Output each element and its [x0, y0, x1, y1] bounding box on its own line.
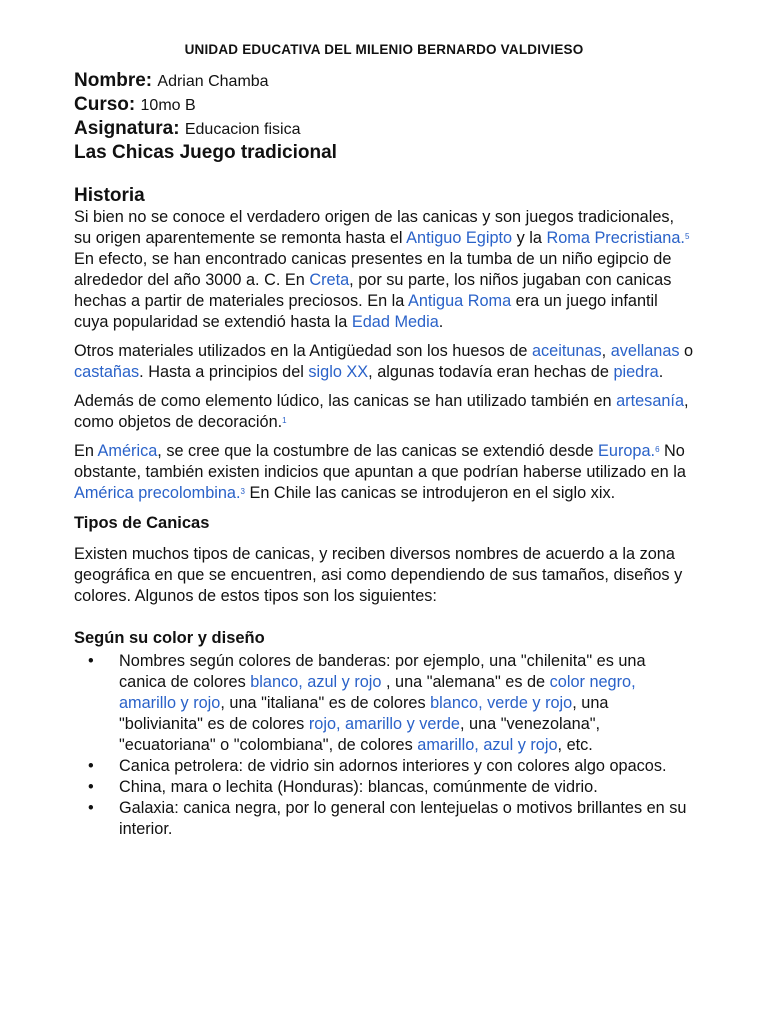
bullet-icon: •	[88, 778, 94, 796]
asignatura-label: Asignatura:	[74, 118, 180, 139]
student-info	[74, 69, 337, 165]
historia-heading: Historia	[74, 185, 145, 206]
text-span: Nombres según colores de banderas: por ejemplo, una "chilenita" es una canica de colores	[119, 652, 646, 691]
link-piedra[interactable]: piedra	[613, 363, 659, 381]
link-america-precolombina[interactable]: América precolombina.	[74, 484, 241, 502]
text-span: , una "venezolana", "ecuatoriana" o "colombiana", de colores	[119, 715, 601, 754]
text-span: , una "bolivianita" es de colores	[119, 694, 609, 733]
link-aceitunas[interactable]: aceitunas	[531, 342, 602, 360]
text-span: ,	[601, 342, 611, 360]
link-europa[interactable]: Europa.	[598, 442, 656, 460]
link-antigua-roma[interactable]: Antigua Roma	[407, 292, 512, 310]
bullet-icon: •	[88, 652, 94, 670]
link-creta[interactable]: Creta	[309, 271, 350, 289]
list-item	[74, 651, 694, 756]
link-negro-amarillo-rojo[interactable]: color negro, amarillo y rojo	[119, 673, 636, 712]
link-artesania[interactable]: artesanía	[616, 392, 685, 410]
nombre-value: Adrian Chamba	[157, 73, 269, 90]
text-span: .	[658, 363, 664, 381]
text-span: China, mara o lechita (Honduras): blancas, comúnmente de vidrio.	[119, 778, 598, 796]
text-span: Además de como elemento lúdico, las canicas se han utilizado también en	[74, 392, 617, 410]
curso-value: 10mo B	[140, 97, 196, 114]
citation-ref[interactable]: 3	[240, 487, 245, 496]
bullet-icon: •	[88, 757, 94, 775]
citation-ref[interactable]: 5	[684, 232, 690, 241]
list-item	[74, 777, 694, 798]
asignatura-row	[74, 117, 337, 141]
color-heading: Según su color y diseño	[74, 629, 265, 647]
asignatura-value: Educacion fisica	[184, 121, 301, 138]
curso-label: Curso:	[74, 94, 136, 115]
historia-paragraph-1	[74, 207, 694, 333]
text-span: . Hasta a principios del	[139, 363, 309, 381]
text-span: y la	[512, 229, 547, 247]
link-rojo-amarillo-verde[interactable]: rojo, amarillo y verde	[308, 715, 460, 733]
citation-ref[interactable]: 6	[655, 445, 660, 454]
color-list	[74, 651, 694, 840]
tipos-heading: Tipos de Canicas	[74, 514, 210, 532]
text-span: No obstante, también existen indicios que apuntan a que podrían haberse utilizado en la	[74, 442, 686, 481]
text-span: Galaxia: canica negra, por lo general con lentejuelas o motivos brillantes en su interior.	[119, 799, 687, 838]
link-edad-media[interactable]: Edad Media	[351, 313, 439, 331]
historia-paragraph-2	[74, 341, 694, 383]
historia-paragraph-4	[74, 441, 694, 504]
text-span: era un juego infantil cuya popularidad se extendió hasta la	[74, 292, 658, 331]
text-span: , se cree que la costumbre de las canicas se extendió desde	[157, 442, 599, 460]
text-span: En Chile las canicas se introdujeron en el siglo xix.	[244, 484, 616, 502]
text-span: En	[74, 442, 98, 460]
tipos-paragraph: Existen muchos tipos de canicas, y reciben diversos nombres de acuerdo a la zona geográfica en que se encuentren, asi como dependiendo de sus tamaños, diseños y colores. Algunos de estos tipos son los siguientes:	[74, 545, 683, 605]
text-span: , algunas todavía eran hechas de	[368, 363, 614, 381]
nombre-row	[74, 69, 337, 93]
text-span: , etc.	[557, 736, 593, 754]
document-body	[74, 185, 694, 840]
link-roma-precristiana[interactable]: Roma Precristiana.	[546, 229, 685, 247]
link-avellanas[interactable]: avellanas	[610, 342, 680, 360]
link-siglo-xx[interactable]: siglo XX	[308, 363, 369, 381]
text-span: , por su parte, los niños jugaban con canicas hechas a partir de materiales preciosos. En la	[74, 271, 672, 310]
nombre-label: Nombre:	[74, 70, 153, 91]
school-header: UNIDAD EDUCATIVA DEL MILENIO BERNARDO VALDIVIESO	[184, 42, 584, 57]
list-item	[74, 798, 694, 840]
historia-paragraph-3	[74, 391, 694, 433]
link-blanco-verde-rojo[interactable]: blanco, verde y rojo	[430, 694, 573, 712]
link-antiguo-egipto[interactable]: Antiguo Egipto	[406, 229, 513, 247]
text-span: , una "italiana" es de colores	[220, 694, 431, 712]
text-span: Otros materiales utilizados en la Antigüedad son los huesos de	[74, 342, 532, 360]
list-item	[74, 756, 694, 777]
link-america[interactable]: América	[97, 442, 158, 460]
curso-row	[74, 93, 337, 117]
text-span: , como objetos de decoración.	[74, 392, 689, 431]
link-castanas[interactable]: castañas	[74, 363, 140, 381]
text-span: .	[438, 313, 444, 331]
text-span: En efecto, se han encontrado canicas presentes en la tumba de un niño egipcio de alrededor del año 3000 a. C. En	[74, 250, 672, 289]
document-title: Las Chicas Juego tradicional	[74, 142, 337, 163]
link-amarillo-azul-rojo[interactable]: amarillo, azul y rojo	[417, 736, 558, 754]
text-span: , una "alemana" es de	[381, 673, 550, 691]
text-span: Si bien no se conoce el verdadero origen de las canicas y son juegos tradicionales, su origen aparentemente se remonta hasta el	[74, 208, 675, 247]
citation-ref[interactable]: 1	[282, 416, 287, 425]
link-blanco-azul-rojo[interactable]: blanco, azul y rojo	[250, 673, 382, 691]
text-span: Canica petrolera: de vidrio sin adornos interiores y con colores algo opacos.	[119, 757, 667, 775]
text-span: o	[679, 342, 694, 360]
bullet-icon: •	[88, 799, 94, 817]
